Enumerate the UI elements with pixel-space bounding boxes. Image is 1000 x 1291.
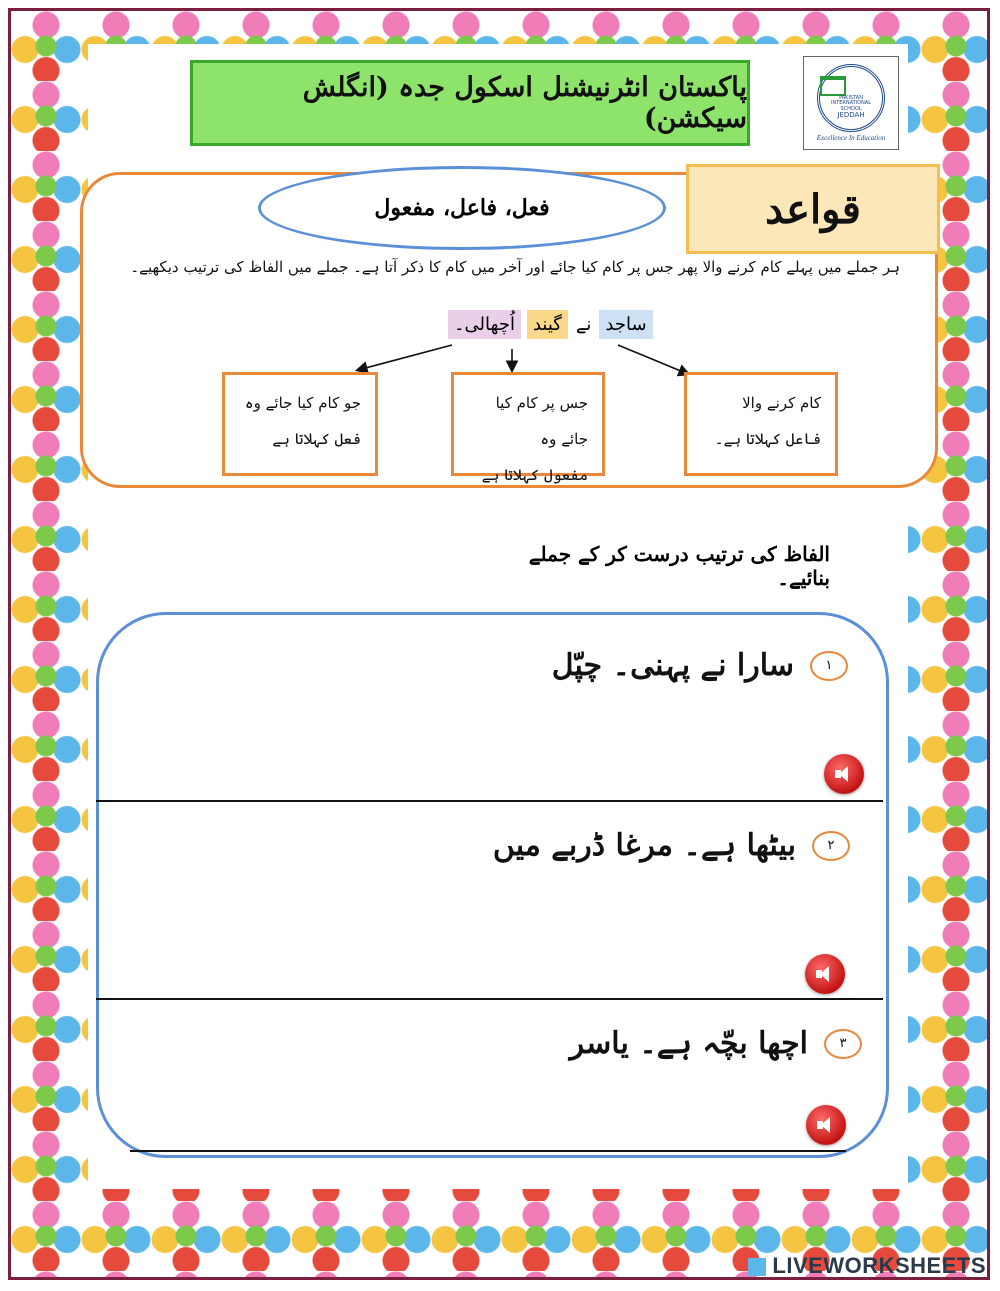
question-1-text: سارا نے پہنی۔ چپّل [551, 648, 794, 683]
school-title: پاکستان انٹرنیشنل اسکول جدہ (انگلش سیکشن) [302, 72, 747, 134]
question-2-audio-button[interactable] [805, 954, 845, 994]
question-2-number: ٢ [812, 831, 850, 861]
question-3-answer-line[interactable] [130, 1150, 846, 1152]
example-subject: ساجد [599, 310, 652, 339]
object-definition-box [451, 372, 605, 484]
rules-instruction: ہر جملے میں پہلے کام کرنے والا پھر جس پر کام کیا جائے اور آخر میں کام کا ذکر آتا ہے۔ جملے میں الفاظ کی ترتیب دیکھیے۔ [130, 258, 900, 276]
logo-school-name: PAKISTAN INTERNATIONAL SCHOOL [830, 94, 872, 112]
speaker-icon [833, 765, 855, 783]
logo-emblem [817, 64, 885, 132]
book-icon [820, 76, 846, 96]
question-3 [570, 1026, 862, 1061]
logo-city: JEDDAH [837, 111, 865, 120]
verb-definition-line2: فعل کہلاتا ہے [272, 430, 361, 448]
speaker-icon [814, 965, 836, 983]
school-logo [803, 56, 899, 150]
school-title-banner [190, 60, 750, 146]
watermark-text: LIVEWORKSHEETS [772, 1253, 986, 1278]
liveworksheets-watermark [748, 1253, 986, 1279]
question-1-answer-line[interactable] [96, 800, 883, 802]
object-definition-line2: مفعول کہلاتا ہے [481, 466, 588, 484]
subject-definition-line2: فاعل کہلاتا ہے۔ [714, 430, 821, 448]
question-2-text: بیٹھا ہے۔ مرغا ڈربے میں [492, 828, 796, 863]
example-sentence [448, 310, 653, 339]
question-2 [493, 828, 850, 863]
question-1 [552, 648, 848, 683]
example-object: گیند [527, 310, 568, 339]
logo-motto: Excellence In Education [816, 134, 886, 142]
question-1-audio-button[interactable] [824, 754, 864, 794]
exercise-title: الفاظ کی ترتیب درست کر کے جملے بنائیے۔ [528, 542, 830, 590]
rules-heading: قواعد [765, 185, 861, 233]
question-3-text: اچھا بچّہ ہے۔ یاسر [569, 1026, 808, 1061]
question-2-answer-line[interactable] [96, 998, 883, 1000]
subject-definition-line1: کام کرنے والا [742, 394, 821, 412]
speaker-icon [815, 1116, 837, 1134]
question-1-number: ١ [810, 651, 848, 681]
question-3-number: ٣ [824, 1029, 862, 1059]
example-verb: اُچھالی۔ [448, 310, 521, 339]
verb-definition-line1: جو کام کیا جائے وہ [244, 394, 361, 412]
topic-text: فعل، فاعل، مفعول [374, 195, 550, 221]
topic-oval [258, 166, 666, 250]
rules-heading-box [686, 164, 940, 254]
subject-definition-box [684, 372, 838, 476]
verb-definition-box [222, 372, 378, 476]
object-definition-line1: جس پر کام کیا جائے وہ [495, 394, 588, 448]
exercise-panel [96, 612, 889, 1158]
liveworksheets-logo-icon [748, 1258, 766, 1276]
example-particle: نے [575, 314, 592, 335]
question-3-audio-button[interactable] [806, 1105, 846, 1145]
